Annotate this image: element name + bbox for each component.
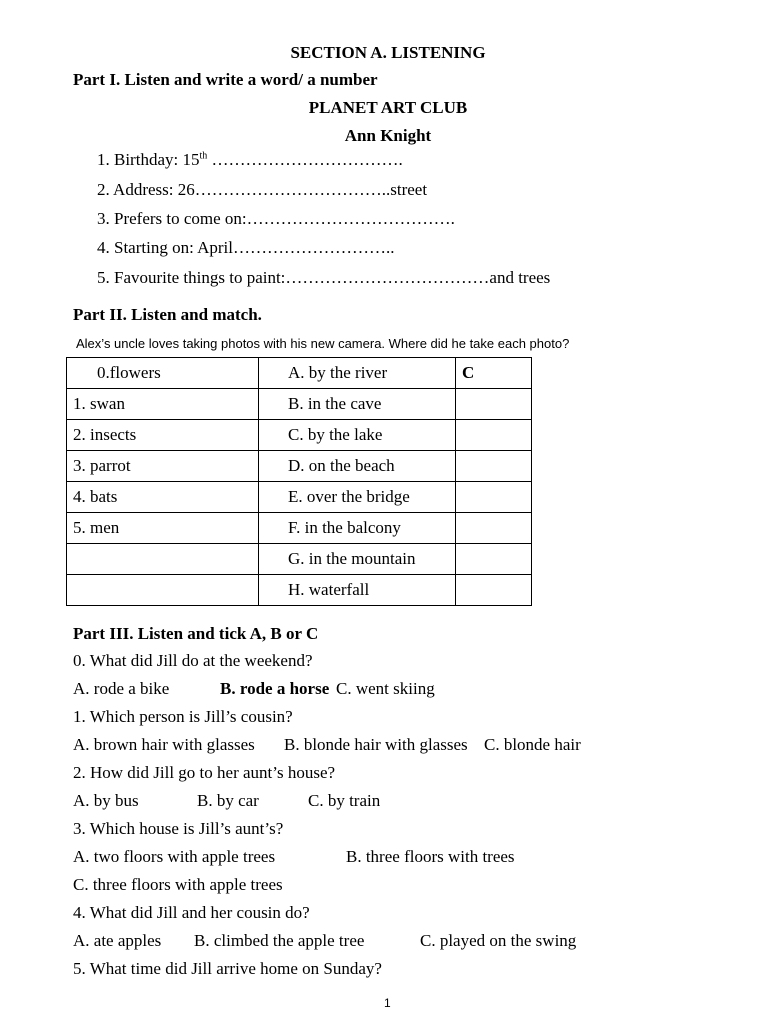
table-row <box>67 575 532 606</box>
left-cell: 3. parrot <box>67 451 259 482</box>
page-number: 1 <box>384 996 391 1010</box>
left-cell: 4. bats <box>67 482 259 513</box>
answer-cell[interactable] <box>456 544 532 575</box>
item1-superscript: th <box>199 150 208 162</box>
part1-item-3: 3. Prefers to come on:………………………………. <box>97 209 455 228</box>
part1-item-5: 5. Favourite things to paint:………………………………and trees <box>97 268 551 287</box>
answer-cell[interactable] <box>456 513 532 544</box>
part1-item-2: 2. Address: 26……………………………..street <box>97 180 428 199</box>
table-row <box>67 544 532 575</box>
question-4: 4. What did Jill and her cousin do? <box>73 903 310 922</box>
part2-instruction: Alex’s uncle loves taking photos with his new camera. Where did he take each photo? <box>76 336 570 351</box>
q2-option-b[interactable]: B. by car <box>197 791 259 810</box>
item1-prefix: 1. Birthday: 15 <box>97 150 200 169</box>
table-row <box>67 513 532 544</box>
question-0: 0. What did Jill do at the weekend? <box>73 651 313 670</box>
part1-heading: Part I. Listen and write a word/ a number <box>73 70 378 89</box>
answer-cell[interactable] <box>456 420 532 451</box>
q4-option-c[interactable]: C. played on the swing <box>420 931 577 950</box>
left-cell: 2. insects <box>67 420 259 451</box>
table-row <box>67 451 532 482</box>
part1-item-1 <box>97 150 403 170</box>
left-cell <box>67 544 259 575</box>
person-name: Ann Knight <box>344 126 432 145</box>
table-row <box>67 358 532 389</box>
q3-option-c[interactable]: C. three floors with apple trees <box>73 875 283 894</box>
left-cell <box>67 575 259 606</box>
right-cell: H. waterfall <box>259 575 456 606</box>
q2-option-c[interactable]: C. by train <box>308 791 381 810</box>
left-cell: 0.flowers <box>67 358 259 389</box>
q3-option-a[interactable]: A. two floors with apple trees <box>73 847 276 866</box>
right-cell: D. on the beach <box>259 451 456 482</box>
match-table <box>66 357 532 606</box>
table-row <box>67 389 532 420</box>
answer-cell[interactable]: C <box>456 358 532 389</box>
q0-option-c[interactable]: C. went skiing <box>336 679 435 698</box>
part1-item-4: 4. Starting on: April……………………….. <box>97 238 395 257</box>
q1-option-c[interactable]: C. blonde hair <box>484 735 581 754</box>
right-cell: E. over the bridge <box>259 482 456 513</box>
table-row <box>67 420 532 451</box>
section-title: SECTION A. LISTENING <box>290 43 486 62</box>
q3-option-b[interactable]: B. three floors with trees <box>346 847 515 866</box>
answer-cell[interactable] <box>456 451 532 482</box>
part3-heading: Part III. Listen and tick A, B or C <box>73 624 319 643</box>
club-title: PLANET ART CLUB <box>308 98 468 117</box>
item1-dots: ……………………………. <box>207 150 403 169</box>
answer-cell[interactable] <box>456 482 532 513</box>
right-cell: B. in the cave <box>259 389 456 420</box>
answer-cell[interactable] <box>456 575 532 606</box>
left-cell: 5. men <box>67 513 259 544</box>
part2-heading: Part II. Listen and match. <box>73 305 262 324</box>
q4-option-a[interactable]: A. ate apples <box>73 931 162 950</box>
right-cell: A. by the river <box>259 358 456 389</box>
right-cell: C. by the lake <box>259 420 456 451</box>
q0-option-b[interactable]: B. rode a horse <box>220 679 330 698</box>
q2-option-a[interactable]: A. by bus <box>73 791 139 810</box>
right-cell: F. in the balcony <box>259 513 456 544</box>
question-1: 1. Which person is Jill’s cousin? <box>73 707 293 726</box>
question-2: 2. How did Jill go to her aunt’s house? <box>73 763 336 782</box>
q1-option-a[interactable]: A. brown hair with glasses <box>73 735 255 754</box>
q0-option-a[interactable]: A. rode a bike <box>73 679 170 698</box>
q4-option-b[interactable]: B. climbed the apple tree <box>194 931 365 950</box>
left-cell: 1. swan <box>67 389 259 420</box>
answer-cell[interactable] <box>456 389 532 420</box>
right-cell: G. in the mountain <box>259 544 456 575</box>
question-5: 5. What time did Jill arrive home on Sunday? <box>73 959 382 978</box>
question-3: 3. Which house is Jill’s aunt’s? <box>73 819 284 838</box>
q1-option-b[interactable]: B. blonde hair with glasses <box>284 735 468 754</box>
table-row <box>67 482 532 513</box>
